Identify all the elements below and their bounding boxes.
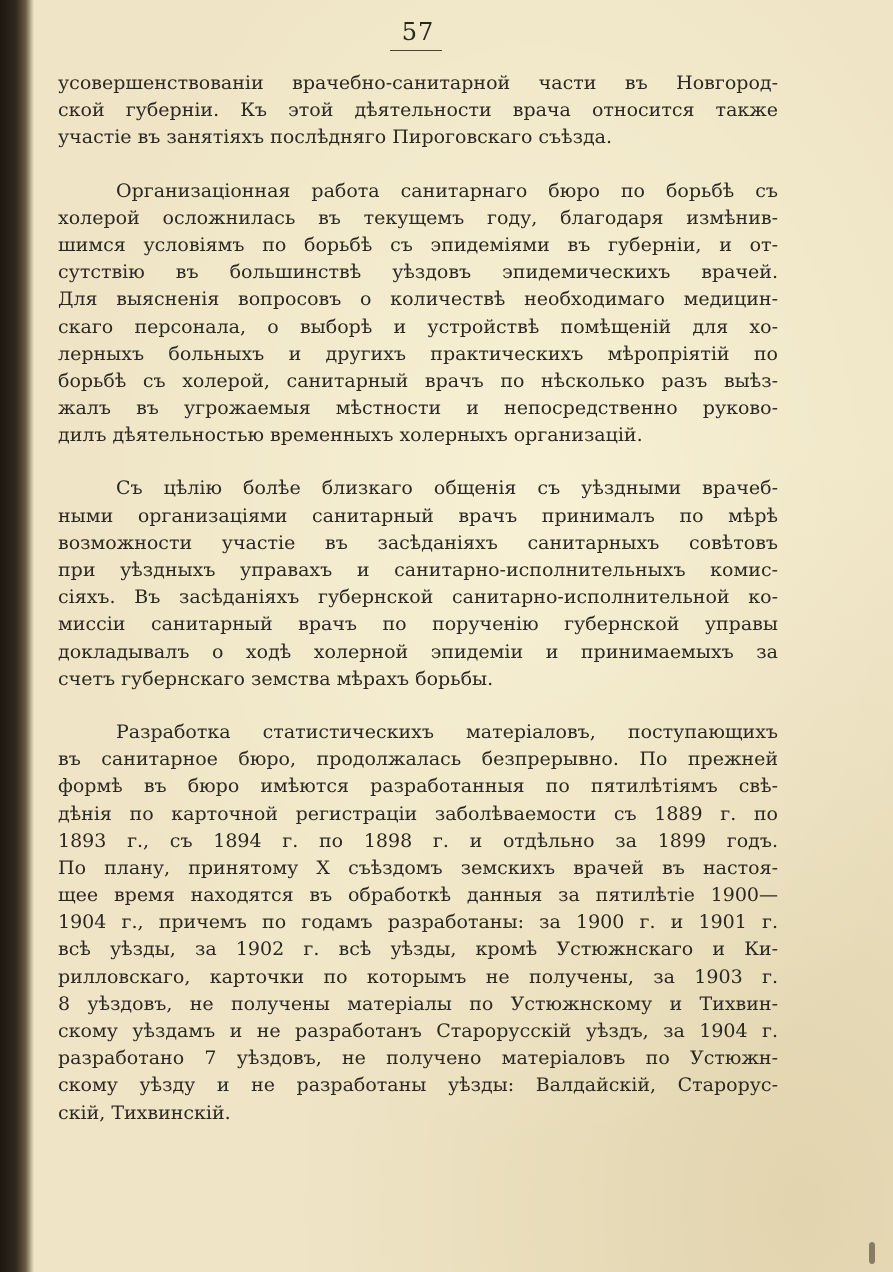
text-line: сіяхъ. Въ засѣданіяхъ губернской санитарно-исполнительной ко- <box>58 586 778 609</box>
book-binding-shadow <box>0 0 34 1272</box>
text-line: возможности участіе въ засѣданіяхъ санитарныхъ совѣтовъ <box>58 531 778 554</box>
text-line: докладывалъ о ходѣ холерной эпидеміи и принимаемыхъ за <box>58 640 778 663</box>
text-line: скаго персонала, о выборѣ и устройствѣ помѣщеній для хо- <box>58 315 778 338</box>
text-line: жалъ въ угрожаемыя мѣстности и непосредственно руково- <box>58 397 778 420</box>
paragraph-gap <box>58 449 778 475</box>
text-line: ными организаціями санитарный врачъ принималъ по мѣрѣ <box>58 504 778 527</box>
text-line: лерныхъ больныхъ и другихъ практическихъ мѣропріятій по <box>58 342 778 365</box>
paragraph-4 <box>58 719 778 1127</box>
text-line: счетъ губернскаго земства мѣрахъ борьбы. <box>58 667 494 690</box>
page-number-rule <box>390 50 442 51</box>
body-text <box>58 70 778 1127</box>
text-line: холерой осложнилась въ текущемъ году, благодаря измѣнив- <box>58 206 778 229</box>
text-line: Для выясненія вопросовъ о количествѣ необходимаго медицин- <box>58 288 778 311</box>
text-line: всѣ уѣзды, за 1902 г. всѣ уѣзды, кромѣ Устюжнскаго и Ки- <box>58 938 778 961</box>
text-line: формѣ въ бюро имѣются разработанныя по пятилѣтіямъ свѣ- <box>58 775 778 798</box>
text-line: Организаціонная работа санитарнаго бюро по борьбѣ съ <box>116 179 778 202</box>
text-line: дилъ дѣятельностью временныхъ холерныхъ организацій. <box>58 424 643 447</box>
text-line: усовершенствованіи врачебно-санитарной части въ Новгород- <box>58 72 778 94</box>
text-line: сутствію въ большинствѣ уѣздовъ эпидемическихъ врачей. <box>58 261 778 284</box>
text-line: дѣнія по карточной регистраціи заболѣваемости съ 1889 г. по <box>58 802 778 825</box>
paragraph-1 <box>58 70 778 152</box>
text-line: Разработка статистическихъ матеріаловъ, поступающихъ <box>116 720 778 743</box>
text-line: Съ цѣлію болѣе близкаго общенія съ уѣздными врачеб- <box>116 477 778 500</box>
paragraph-3 <box>58 475 778 693</box>
text-line: скому уѣздамъ и не разработанъ Старорусскій уѣздъ, за 1904 г. <box>58 1020 778 1042</box>
text-line: 1893 г., съ 1894 г. по 1898 г. и отдѣльно за 1899 годъ. <box>58 829 778 852</box>
text-line: въ санитарное бюро, продолжалась безпрерывно. По прежней <box>58 748 778 771</box>
text-line: разработано 7 уѣздовъ, не получено матеріаловъ по Устюжн- <box>58 1047 778 1070</box>
page-smudge <box>869 1242 875 1264</box>
text-line: рилловскаго, карточки по которымъ не получены, за 1903 г. <box>58 965 778 988</box>
text-line: По плану, принятому X съѣздомъ земскихъ врачей въ настоя- <box>58 856 778 879</box>
text-line: борьбѣ съ холерой, санитарный врачъ по нѣсколько разъ выѣз- <box>58 369 778 392</box>
text-line: щее время находятся въ обработкѣ данныя за пятилѣтіе 1900— <box>58 884 778 907</box>
page-number: 57 <box>401 18 435 46</box>
text-line: шимся условіямъ по борьбѣ съ эпидеміями въ губерніи, и от- <box>58 233 778 256</box>
text-line: 8 уѣздовъ, не получены матеріалы по Устюжнскому и Тихвин- <box>58 992 778 1015</box>
paragraph-gap <box>58 152 778 178</box>
text-line: 1904 г., причемъ по годамъ разработаны: за 1900 г. и 1901 г. <box>58 911 778 934</box>
text-line: скому уѣзду и не разработаны уѣзды: Валдайскій, Старорус- <box>58 1074 778 1097</box>
text-line: ской губерніи. Къ этой дѣятельности врача относится также <box>58 99 778 122</box>
paragraph-2 <box>58 178 778 450</box>
text-line: при уѣздныхъ управахъ и санитарно-исполнительныхъ комис- <box>58 559 778 581</box>
text-line: скій, Тихвинскій. <box>58 1101 231 1124</box>
paragraph-gap <box>58 693 778 719</box>
text-line: участіе въ занятіяхъ послѣдняго Пироговскаго съѣзда. <box>58 126 613 149</box>
text-line: миссіи санитарный врачъ по порученію губернской управы <box>58 613 778 636</box>
